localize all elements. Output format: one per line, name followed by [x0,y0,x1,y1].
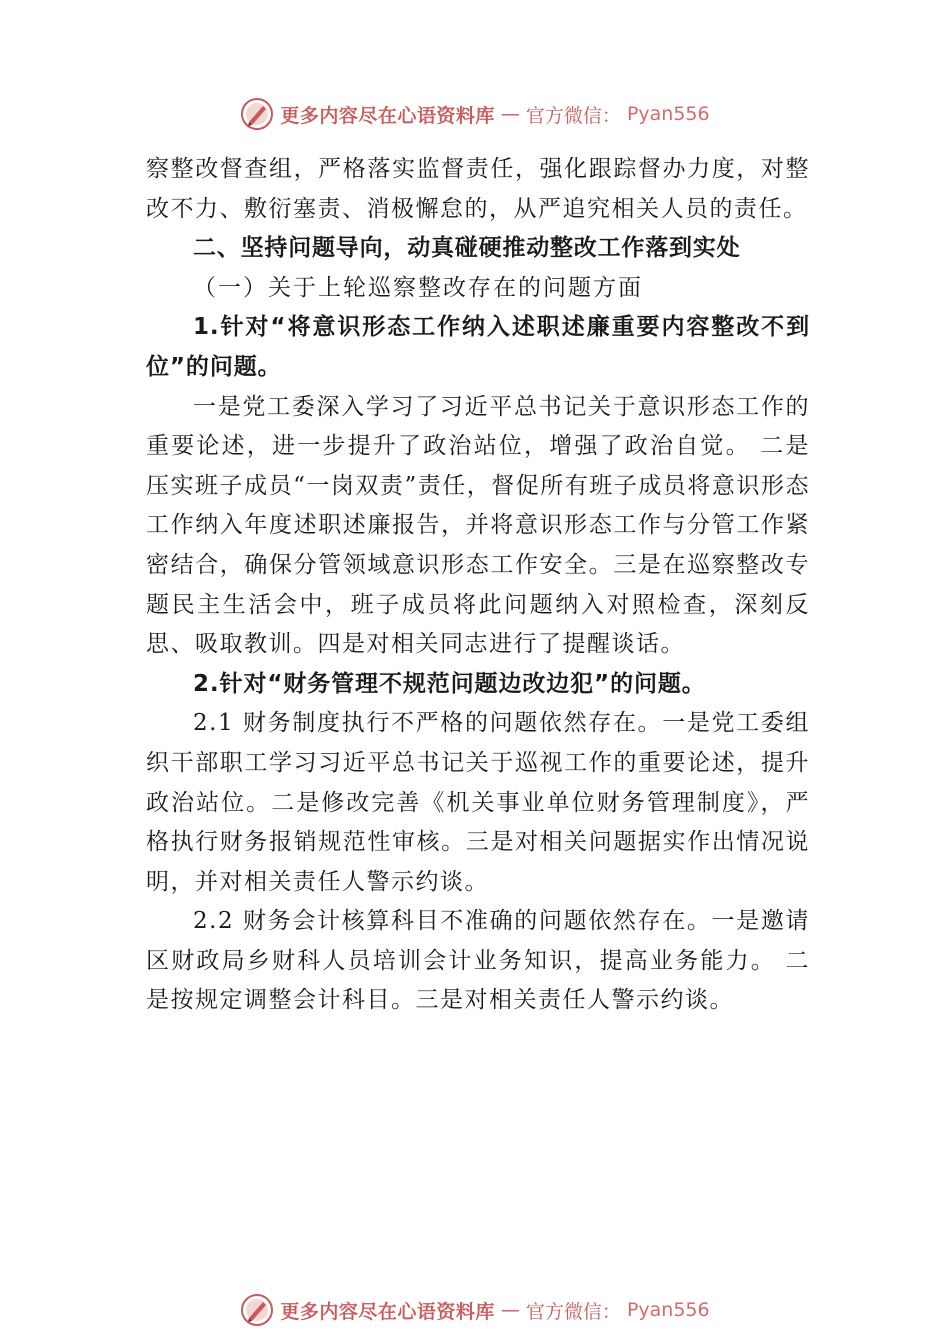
item1-title: 1.针对“将意识形态工作纳入述职述廉重要内容整改不到位”的问题。 [146,314,810,380]
watermark-site-name: 更多内容尽在心语资料库 [280,104,495,127]
watermark-banner-top [0,94,950,134]
item1-body: 一是党工委深入学习了习近平总书记关于意识形态工作的重要论述，进一步提升了政治站位，增强了政治自觉。 二是压实班子成员“一岗双责”责任，督促所有班子成员将意识形态工作纳入年度述职述廉报告，并将意识形态工作与分管工作紧密结合，确保分管领域意识形态工作安全。三是在巡察整改专题民主生活会中，班子成员将此问题纳入对照检查，深刻反思、吸取教训。四是对相关同志进行了提醒谈话。 [146,393,810,658]
watermark-banner-bottom [0,1290,950,1330]
watermark-separator: — [500,1299,520,1321]
watermark-wechat-label: 官方微信： [525,104,621,127]
subsection-heading: （一）关于上轮巡察整改存在的问题方面 [193,274,643,301]
watermark-site-name: 更多内容尽在心语资料库 [280,1300,495,1323]
watermark-wechat-id: Pyan556 [626,1299,710,1321]
item2-title: 2.针对“财务管理不规范问题边改边犯”的问题。 [193,670,706,697]
watermark-wechat-id: Pyan556 [626,103,710,125]
watermark-separator: — [500,103,520,125]
section-heading: 二、坚持问题导向，动真碰硬推动整改工作落到实处 [193,235,741,262]
watermark-wechat-label: 官方微信： [525,1300,621,1323]
pen-seal-logo-icon [240,1293,274,1327]
item2-1-body: 2.1 财务制度执行不严格的问题依然存在。一是党工委组织干部职工学习习近平总书记关于巡视工作的重要论述，提升政治站位。二是修改完善《机关事业单位财务管理制度》，严格执行财务报销规范性审核。三是对相关问题据实作出情况说明，并对相关责任人警示约谈。 [146,710,810,895]
document-body [146,150,810,1021]
pen-seal-logo-icon [240,97,274,131]
paragraph-continuation: 察整改督查组，严格落实监督责任，强化跟踪督办力度，对整改不力、敷衍塞责、消极懈怠的，从严追究相关人员的责任。 [146,156,810,222]
item2-2-body: 2.2 财务会计核算科目不准确的问题依然存在。一是邀请区财政局乡财科人员培训会计业务知识，提高业务能力。 二是按规定调整会计科目。三是对相关责任人警示约谈。 [146,908,810,1014]
